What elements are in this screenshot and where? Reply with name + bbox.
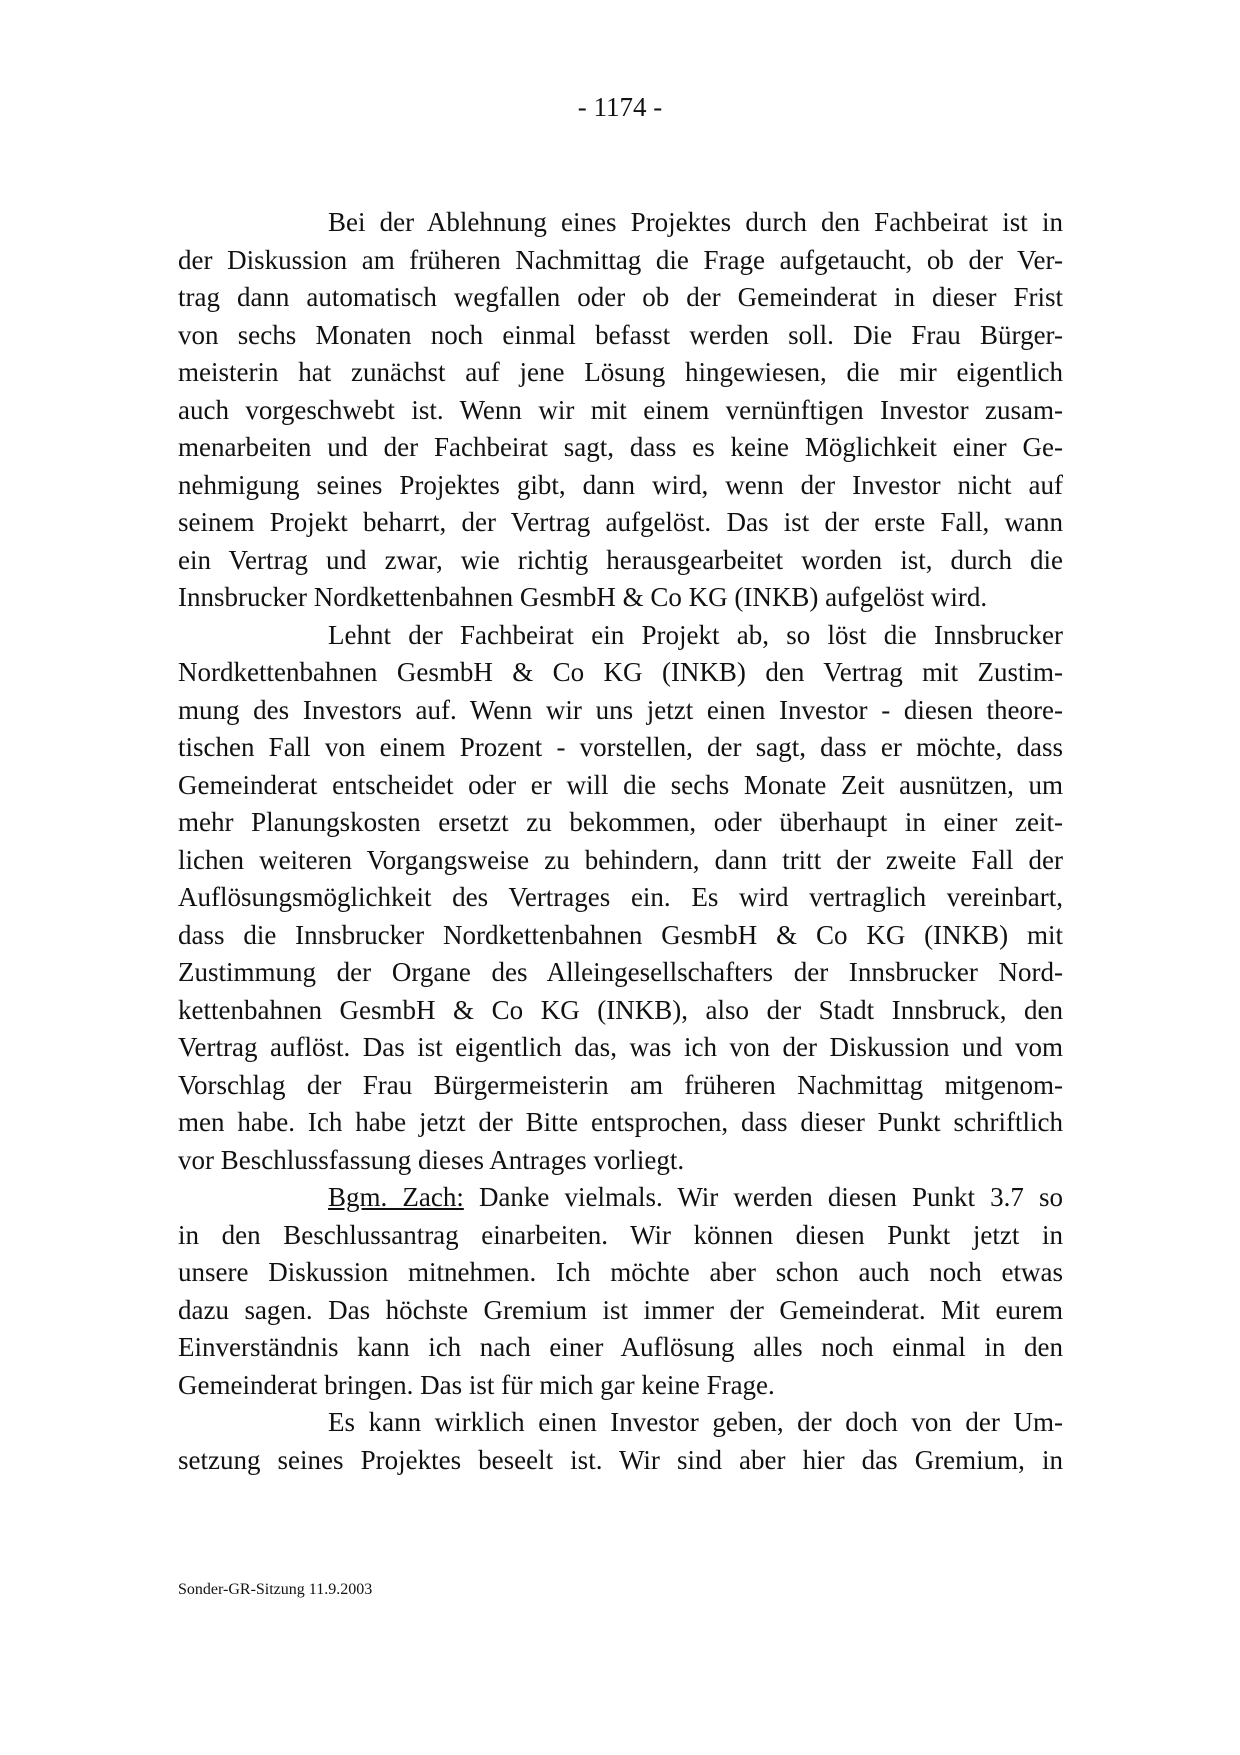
text-line: kettenbahnen GesmbH & Co KG (INKB), also der Stadt Innsbruck, den <box>178 994 1063 1025</box>
text-line: Es kann wirklich einen Investor geben, der doch von der Um- <box>328 1407 1063 1437</box>
paragraph-3 <box>178 1179 1063 1404</box>
text-line: der Diskussion am früheren Nachmittag die Frage aufgetaucht, ob der Ver- <box>178 244 1063 275</box>
text-line: Lehnt der Fachbeirat ein Projekt ab, so löst die Innsbrucker <box>328 619 1063 650</box>
text-line: unsere Diskussion mitnehmen. Ich möchte aber schon auch noch etwas <box>178 1257 1063 1287</box>
text-line: vor Beschlussfassung dieses Antrages vorliegt. <box>178 1144 685 1175</box>
text-line: Gemeinderat entscheidet oder er will die sechs Monate Zeit ausnützen, um <box>178 769 1063 800</box>
text-line: Auflösungsmöglichkeit des Vertrages ein. Es wird vertraglich vereinbart, <box>178 882 1063 912</box>
text-line: Zustimmung der Organe des Alleingesellschafters der Innsbrucker Nord- <box>178 957 1063 987</box>
text-line: lichen weiteren Vorgangsweise zu behindern, dann tritt der zweite Fall der <box>178 844 1063 875</box>
paragraph-4 <box>178 1404 1063 1479</box>
text-line: Nordkettenbahnen GesmbH & Co KG (INKB) den Vertrag mit Zustim- <box>178 657 1063 687</box>
text-line: dass die Innsbrucker Nordkettenbahnen GesmbH & Co KG (INKB) mit <box>178 919 1063 950</box>
speaker-name: Bgm. Zach: <box>328 1182 464 1212</box>
text-line: trag dann automatisch wegfallen oder ob der Gemeinderat in dieser Frist <box>178 282 1063 312</box>
text-line: meisterin hat zunächst auf jene Lösung hingewiesen, die mir eigentlich <box>178 357 1063 387</box>
text-line: auch vorgeschwebt ist. Wenn wir mit einem vernünftigen Investor zusam- <box>178 394 1063 425</box>
text-line <box>178 1179 1063 1217</box>
text-line: setzung seines Projektes beseelt ist. Wir sind aber hier das Gremium, in <box>178 1444 1063 1475</box>
text-line: men habe. Ich habe jetzt der Bitte entsprochen, dass dieser Punkt schriftlich <box>178 1107 1063 1137</box>
page-number: - 1174 - <box>577 92 663 122</box>
text-line: in den Beschlussantrag einarbeiten. Wir können diesen Punkt jetzt in <box>178 1219 1063 1250</box>
text-line: Vertrag auflöst. Das ist eigentlich das, was ich von der Diskussion und vom <box>178 1032 1063 1062</box>
text-line: tischen Fall von einem Prozent - vorstellen, der sagt, dass er möchte, dass <box>178 732 1063 762</box>
text-line: seinem Projekt beharrt, der Vertrag aufgelöst. Das ist der erste Fall, wann <box>178 507 1063 537</box>
text-line: von sechs Monaten noch einmal befasst werden soll. Die Frau Bürger- <box>178 319 1063 350</box>
text-line: mung des Investors auf. Wenn wir uns jetzt einen Investor - diesen theore- <box>178 694 1063 725</box>
text-line: menarbeiten und der Fachbeirat sagt, dass es keine Möglichkeit einer Ge- <box>178 432 1063 462</box>
text-line: nehmigung seines Projektes gibt, dann wird, wenn der Investor nicht auf <box>178 469 1063 500</box>
page-footer: Sonder-GR-Sitzung 11.9.2003 <box>178 1581 373 1598</box>
text-line: mehr Planungskosten ersetzt zu bekommen, oder überhaupt in einer zeit- <box>178 807 1063 837</box>
speaker-statement: Danke vielmals. Wir werden diesen Punkt 3.7 so <box>478 1182 1063 1212</box>
text-line: ein Vertrag und zwar, wie richtig herausgearbeitet worden ist, durch die <box>178 544 1063 575</box>
text-line: Innsbrucker Nordkettenbahnen GesmbH & Co KG (INKB) aufgelöst wird. <box>178 582 988 612</box>
paragraph-2 <box>178 617 1063 1180</box>
body-text <box>178 204 1063 1479</box>
text-line: dazu sagen. Das höchste Gremium ist immer der Gemeinderat. Mit eurem <box>178 1294 1063 1325</box>
text-line: Bei der Ablehnung eines Projektes durch den Fachbeirat ist in <box>328 207 1063 237</box>
text-line: Vorschlag der Frau Bürgermeisterin am früheren Nachmittag mitgenom- <box>178 1069 1063 1100</box>
paragraph-1 <box>178 204 1063 617</box>
text-line: Gemeinderat bringen. Das ist für mich gar keine Frage. <box>178 1369 775 1400</box>
text-line: Einverständnis kann ich nach einer Auflösung alles noch einmal in den <box>178 1332 1063 1362</box>
